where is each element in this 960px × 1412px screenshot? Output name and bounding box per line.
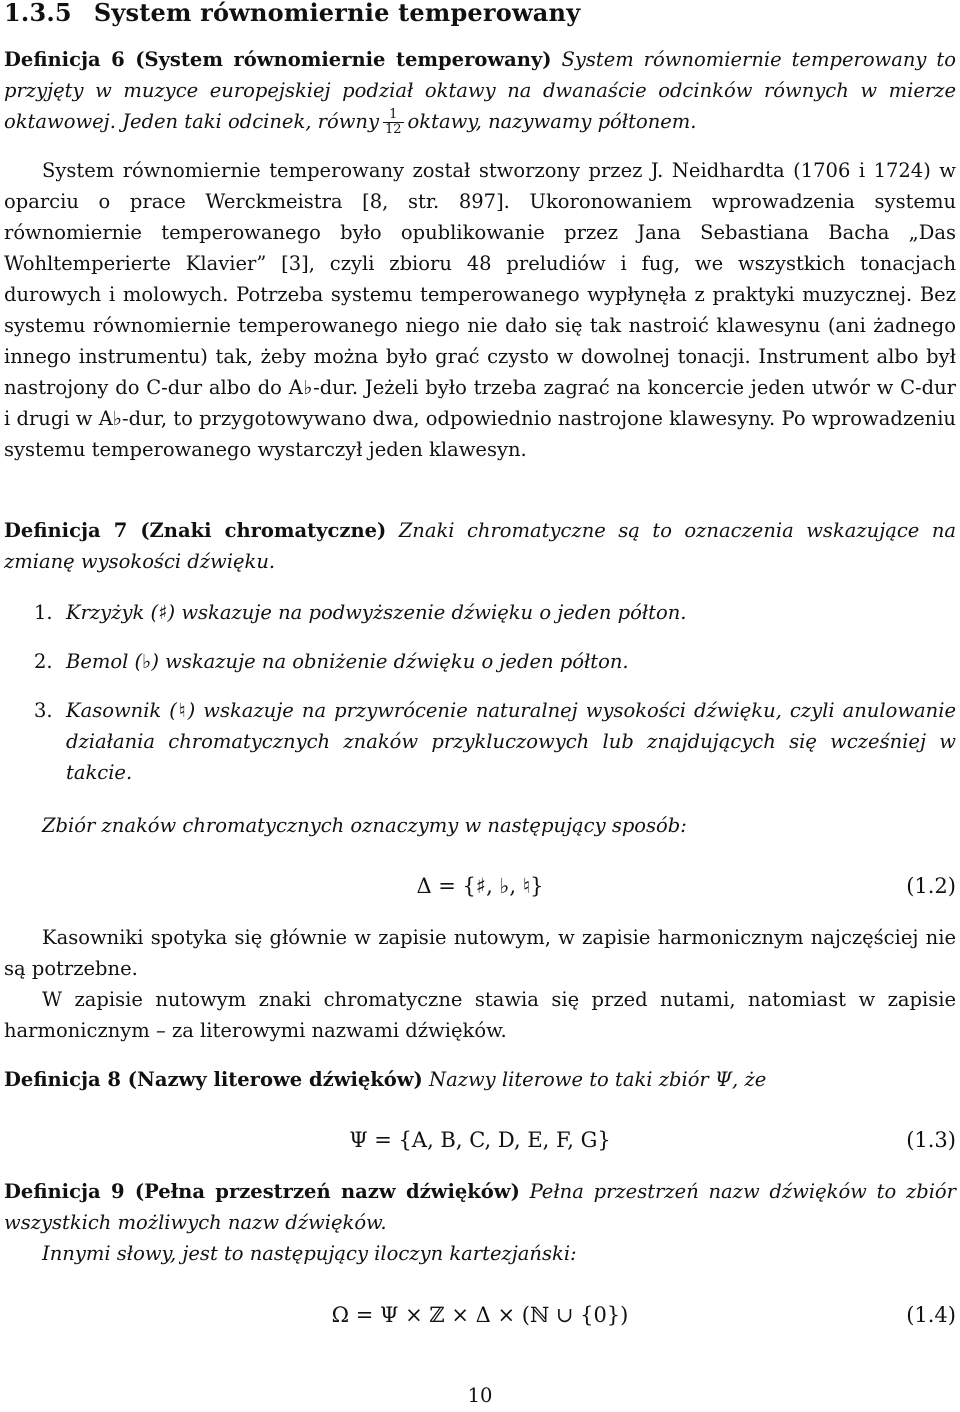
definition-9-text: Pełna przestrzeń nazw dźwięków to zbiór wszystkich możliwych nazw dźwięków.	[4, 1180, 956, 1234]
equation-number: (1.3)	[906, 1128, 956, 1152]
paragraph-notation-text: W zapisie nutowym znaki chromatyczne stawia się przed nutami, natomiast w zapisie harmonicznym – za literowymi nazwami dźwięków.	[4, 988, 956, 1042]
chromatic-signs-list	[4, 597, 956, 788]
equation-formula: Δ = {♯, ♭, ♮}	[416, 874, 544, 898]
section-heading	[4, 0, 580, 27]
equation-1-3	[4, 1122, 956, 1158]
list-item-text: Kasownik (♮) wskazuje na przywrócenie naturalnej wysokości dźwięku, czyli anulowanie działania chromatycznych znaków przykluczowych lub znajdujących się wcześniej w takcie.	[66, 699, 956, 784]
section-title: System równomiernie temperowany	[93, 0, 581, 27]
list-item-number: 1.	[34, 601, 53, 624]
paragraph-naturals-text: Kasowniki spotyka się głównie w zapisie nutowym, w zapisie harmonicznym najczęściej nie są potrzebne.	[4, 926, 956, 980]
equation-number: (1.2)	[906, 874, 956, 898]
page-number: 10	[467, 1384, 493, 1407]
paragraph-notation	[4, 984, 956, 1046]
definition-8-text: Nazwy literowe to taki zbiór Ψ, że	[429, 1068, 767, 1091]
fraction-one-twelfth	[383, 108, 404, 137]
definition-7-heading: Definicja 7 (Znaki chromatyczne)	[4, 519, 387, 542]
set-intro	[4, 810, 956, 841]
definition-8	[4, 1064, 956, 1095]
list-item-text: Bemol (♭) wskazuje na obniżenie dźwięku o jeden półton.	[66, 650, 629, 673]
paragraph-history	[4, 155, 956, 465]
equation-1-2	[4, 868, 956, 904]
list-item-text: Krzyżyk (♯) wskazuje na podwyższenie dźwięku o jeden półton.	[66, 601, 687, 624]
list-item	[4, 695, 956, 788]
equation-formula: Ψ = {A, B, C, D, E, F, G}	[349, 1128, 611, 1152]
paragraph-history-text: System równomiernie temperowany został stworzony przez J. Neidhardta (1706 i 1724) w oparciu o prace Werckmeistra [8, str. 897]. Ukoronowaniem wprowadzenia systemu równomiernie temperowanego było opublikowanie przez Jana Sebastiana Bacha „Das Wohltemperierte Klavier” [3], czyli zbioru 48 preludiów i fug, we wszystkich tonacjach durowych i molowych. Potrzeba systemu temperowanego wypłynęła z praktyki muzycznej. Bez systemu równomiernie temperowanego niego nie dało się tak nastroić klawesynu (ani żadnego innego instrumentu) tak, żeby można było grać czysto w dowolnej tonacji. Instrument albo był nastrojony do C-dur albo do A♭-dur. Jeżeli było trzeba zagrać na koncercie jeden utwór w C-dur i drugi w A♭-dur, to przygotowywano dwa, odpowiednio nastrojone klawesyny. Po wprowadzeniu systemu temperowanego wystarczył jeden klawesyn.	[4, 159, 956, 461]
definition-9-text-2: Innymi słowy, jest to następujący iloczyn kartezjański:	[42, 1242, 577, 1265]
section-number: 1.3.5	[4, 0, 72, 27]
fraction-denominator: 12	[385, 122, 402, 137]
definition-7	[4, 515, 956, 577]
definition-9	[4, 1176, 956, 1269]
list-item	[4, 646, 956, 677]
definition-6-text: System równomiernie temperowany to przyjęty w muzyce europejskiej podział oktawy na dwanaście odcinków równych w mierze oktawowej. Jeden taki odcinek, równy	[4, 48, 956, 133]
definition-9-heading: Definicja 9 (Pełna przestrzeń nazw dźwięków)	[4, 1180, 520, 1203]
definition-6-heading: Definicja 6 (System równomiernie temperowany)	[4, 48, 552, 71]
equation-1-4	[4, 1297, 956, 1333]
definition-7-text: Znaki chromatyczne są to oznaczenia wskazujące na zmianę wysokości dźwięku.	[4, 519, 956, 573]
list-item-number: 2.	[34, 650, 53, 673]
paragraph-naturals	[4, 922, 956, 984]
fraction-numerator: 1	[389, 107, 398, 122]
definition-6-text-end: oktawy, nazywamy półtonem.	[407, 110, 697, 133]
set-intro-text: Zbiór znaków chromatycznych oznaczymy w następujący sposób:	[42, 814, 687, 837]
equation-formula: Ω = Ψ × ℤ × Δ × (ℕ ∪ {0})	[331, 1303, 629, 1327]
list-item	[4, 597, 956, 628]
definition-6	[4, 44, 956, 137]
equation-number: (1.4)	[906, 1303, 956, 1327]
definition-8-heading: Definicja 8 (Nazwy literowe dźwięków)	[4, 1068, 423, 1091]
list-item-number: 3.	[34, 699, 53, 722]
